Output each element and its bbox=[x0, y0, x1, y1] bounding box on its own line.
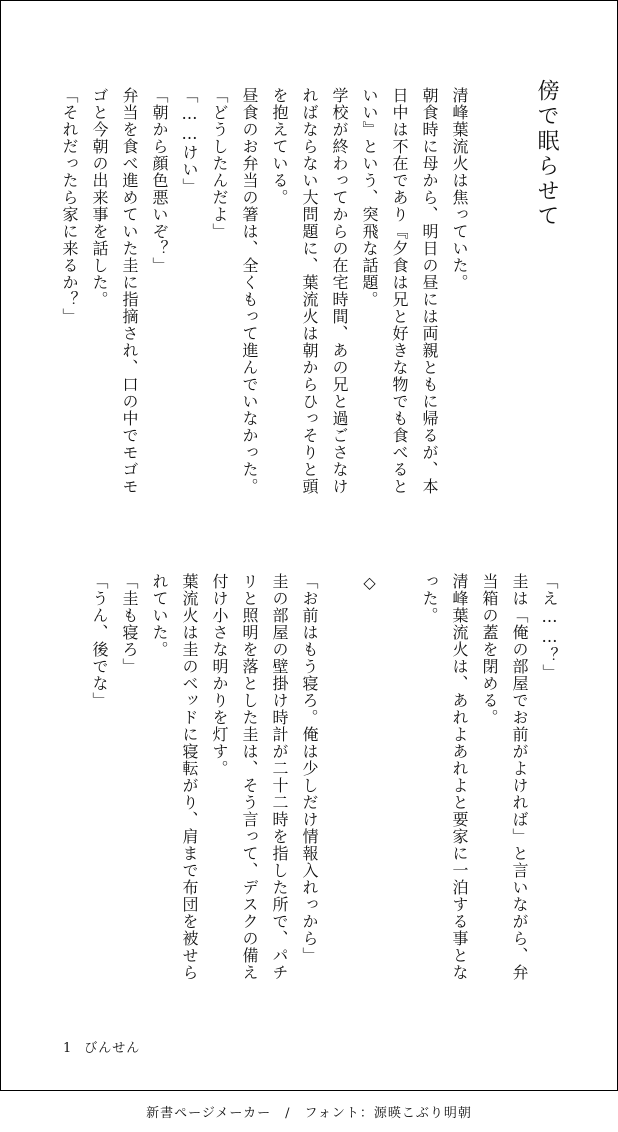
text-column: リと照明を落とした圭は、そう言って、デスクの備え bbox=[240, 573, 259, 981]
text-column: ればならない大問題に、葉流火は朝からひっそりと頭 bbox=[300, 87, 319, 495]
text-column: 学校が終わってからの在宅時間、あの兄と過ごさなけ bbox=[330, 87, 349, 495]
text-column: 日中は不在であり『夕食は兄と好きな物でも食べると bbox=[390, 87, 409, 495]
text-column: 清峰葉流火は、あれよあれよと要家に一泊する事とな bbox=[450, 573, 469, 981]
text-column: れていた。 bbox=[150, 573, 169, 658]
text-column: 「朝から顔色悪いぞ？」 bbox=[150, 87, 169, 274]
text-column: ゴと今朝の出来事を話した。 bbox=[90, 87, 109, 308]
text-column: 当箱の蓋を閉める。 bbox=[480, 573, 499, 726]
text-column: 圭は「俺の部屋でお前がよければ」と言いながら、弁 bbox=[510, 573, 529, 981]
section-break-diamond: ◇ bbox=[360, 573, 379, 593]
text-column: 昼食のお弁当の箸は、全くもって進んでいなかった。 bbox=[240, 87, 259, 495]
text-column: いい』という、突飛な話題。 bbox=[360, 87, 379, 308]
page-title: 傍で眠らせて bbox=[534, 79, 559, 229]
text-column: 圭の部屋の壁掛け時計が二十二時を指した所で、パチ bbox=[270, 573, 289, 981]
text-column: 付け小さな明かりを灯す。 bbox=[210, 573, 229, 777]
text-column: 「圭も寝ろ」 bbox=[120, 573, 139, 675]
text-column: 「どうしたんだよ」 bbox=[210, 87, 229, 240]
text-column: 「お前はもう寝ろ。俺は少しだけ情報入れっから」 bbox=[300, 573, 319, 964]
text-column: 葉流火は圭のベッドに寝転がり、肩まで布団を被せら bbox=[180, 573, 199, 981]
text-column: を抱えている。 bbox=[270, 87, 289, 206]
text-column: 「それだったら家に来るか？」 bbox=[60, 87, 79, 325]
text-column: 「うん、後でな」 bbox=[90, 573, 109, 709]
text-column: 「え……？」 bbox=[540, 573, 559, 681]
footer-credit: 新書ページメーカー / フォント：源暎こぶり明朝 bbox=[146, 1106, 472, 1121]
page-folio bbox=[63, 1037, 140, 1056]
text-column: 朝食時に母から、明日の昼には両親ともに帰るが、本 bbox=[420, 87, 439, 495]
text-column: 弁当を食べ進めていた圭に指摘され、口の中でモゴモ bbox=[120, 87, 139, 495]
folio-label: びんせん bbox=[84, 1041, 141, 1056]
text-column: 清峰葉流火は焦っていた。 bbox=[450, 87, 469, 291]
text-column: った。 bbox=[420, 573, 439, 624]
text-column: 「……けい」 bbox=[180, 87, 199, 195]
page-number: 1 bbox=[63, 1041, 73, 1056]
